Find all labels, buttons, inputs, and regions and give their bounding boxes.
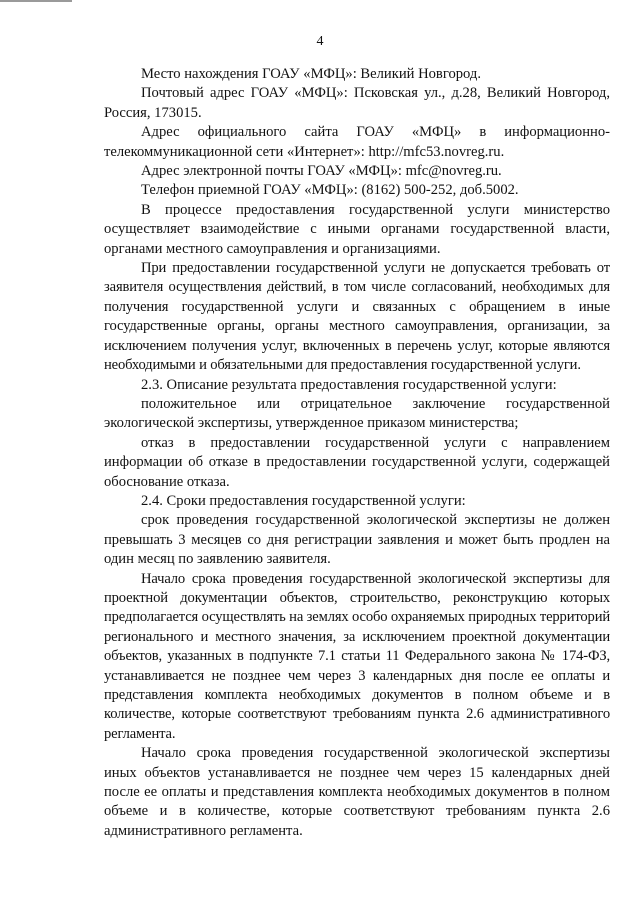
section-heading-2-3: 2.3. Описание результата предоставления государственной услуги:: [141, 376, 557, 393]
paragraph-interaction: В процессе предоставления государственной услуги министерство осуществляет взаимодействие с иными органами государственной власти, органами местного самоуправления и организациями.: [104, 201, 610, 257]
paragraph-mfc-postal-address: Почтовый адрес ГОАУ «МФЦ»: Псковская ул., д.28, Великий Новгород, Россия, 173015.: [104, 85, 610, 121]
paragraph-mfc-website: Адрес официального сайта ГОАУ «МФЦ» в информационно-телекоммуникационной сети «Интернет»: http://mfc53.novreg.ru.: [104, 124, 610, 160]
paragraph-term: срок проведения государственной экологической экспертизы не должен превышать 3 месяцев со дня регистрации заявления и может быть продлен на один месяц по заявлению заявителя.: [104, 512, 610, 568]
paragraph-term-start-other: Начало срока проведения государственной экологической экспертизы иных объектов устанавливается не позднее чем через 15 календарных дней после ее оплаты и представления комплекта необходимых документов в полном объеме и в количестве, которые соответствуют требованиям пункта 2.6 административного регламента.: [104, 745, 610, 839]
page-number: 4: [316, 34, 324, 49]
paragraph-mfc-location: Место нахождения ГОАУ «МФЦ»: Великий Новгород.: [141, 66, 481, 82]
paragraph-mfc-phone: Телефон приемной ГОАУ «МФЦ»: (8162) 500-252, доб.5002.: [141, 182, 519, 199]
paragraph-result-refusal: отказ в предоставлении государственной услуги с направлением информации об отказе в предоставлении государственной услуги, содержащей обоснование отказа.: [104, 434, 610, 490]
paragraph-result-positive: положительное или отрицательное заключение государственной экологической экспертизы, утвержденное приказом министерства;: [104, 395, 610, 432]
paragraph-term-start-protected: Начало срока проведения государственной экологической экспертизы для проектной документации объектов, строительство, реконструкцию которых предполагается осуществлять на землях особо охраняемых природных территорий регионального и местного значения, за исключением проектной документации объектов, указанных в подпункте 7.1 статьи 11 Федерального закона № 174-ФЗ, устанавливается не позднее чем через 3 календарных дня после ее оплаты и представления комплекта необходимых документов в полном объеме и в количестве, которые соответствуют требованиям пункта 2.6 административного регламента.: [104, 570, 611, 742]
paragraph-prohibition: При предоставлении государственной услуги не допускается требовать от заявителя осуществления действий, в том числе согласований, необходимых для получения государственной услуги и связанных с обращением в иные государственные органы, органы местного самоуправления, организации, за исключением получения услуг, включенных в перечень услуг, которые являются необходимыми и обязательными для предоставления государственной услуги.: [104, 260, 610, 374]
paragraph-mfc-email: Адрес электронной почты ГОАУ «МФЦ»: mfc@novreg.ru.: [141, 163, 502, 180]
document-body: [104, 65, 610, 841]
section-heading-2-4: 2.4. Сроки предоставления государственной услуги:: [141, 492, 466, 509]
scan-edge-mark: [0, 0, 72, 2]
